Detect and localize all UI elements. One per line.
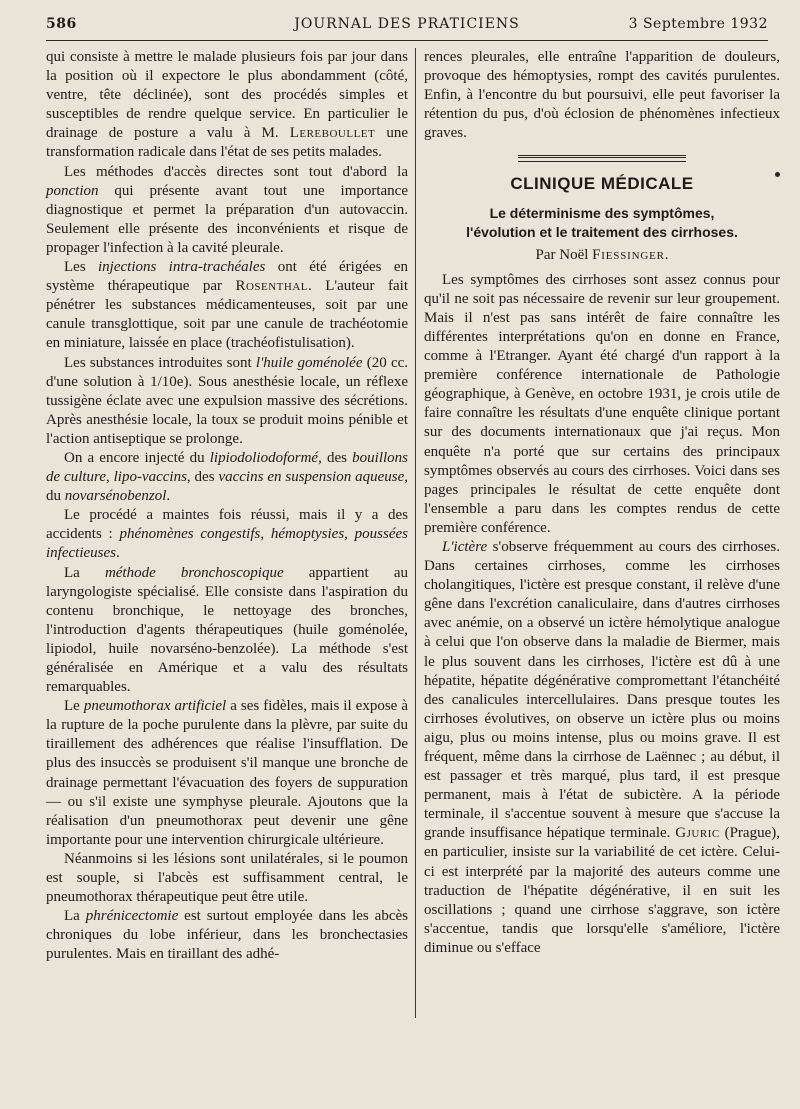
header-rule — [46, 40, 768, 41]
byline: Par Noël Fiessinger. — [535, 246, 669, 263]
paragraph: Les injections intra-trachéales ont été érigées en système thérapeutique par Rosenthal. L'auteur fait pénétrer les substances médicamenteuses, soit par une canule transglottique, soit par une canule de trachéotomie en miniature, laissée en place (trachéofistulisation). — [46, 259, 408, 352]
author-name: Fiessinger — [592, 246, 665, 263]
page-number: 586 — [46, 16, 77, 32]
print-mark — [775, 172, 780, 177]
left-column — [46, 48, 408, 965]
paragraph: Le procédé a maintes fois réussi, mais il y a des accidents : phénomènes congestifs, hémoptysies, poussées infectieuses. — [46, 507, 408, 562]
paragraph: Le pneumothorax artificiel a ses fidèles, mais il expose à la rupture de la poche purulente dans la plèvre, par suite du tiraillement des adhérences que réalise l'insufflation. De plus des insuccès se produisent s'il manque une bronche de drainage permettant l'évacuation des foyers de suppuration — ou s'il existe une symphyse pleurale. Ajoutons que la réalisation d'un pneumothorax peut devenir une gêne importante pour une intervention chirurgicale ultérieure. — [46, 698, 408, 848]
journal-title: JOURNAL DES PRATICIENS — [294, 16, 520, 32]
paragraph: On a encore injecté du lipiodoliodoformé, des bouillons de culture, lipo-vaccins, des vaccins en suspension aqueuse, du novarsénobenzol. — [46, 449, 409, 505]
author-name: Lereboullet — [289, 125, 376, 142]
paragraph: La phrénicectomie est surtout employée dans les abcès chroniques du lobe inférieur, dans les bronchectasies purulentes. Mais en tiraillant des adhé- — [46, 908, 408, 963]
section-heading: CLINIQUE MÉDICALE — [510, 174, 694, 194]
article-title: Le déterminisme des symptômes, l'évolution et le traitement des cirrhoses. — [466, 204, 738, 240]
section-rule — [518, 155, 686, 162]
paragraph: La méthode bronchoscopique appartient au laryngologiste spécialisé. Elle consiste dans l'aspiration du contenu bronchique, le nettoyage des bronches, l'introduction d'agents thérapeutiques (huile goménolée, lipiodol, huile novarséno-benzolée). La méthode s'est généralisée en Amérique et a valu des résultats remarquables. — [46, 564, 408, 696]
paragraph: Néanmoins si les lésions sont unilatérales, si le poumon est souple, si l'abcès est suffisamment central, le pneumothorax thérapeutique peut être utile. — [46, 850, 408, 906]
right-column — [424, 48, 780, 958]
paragraph: L'ictère s'observe fréquemment au cours des cirrhoses. Dans certaines cirrhoses, comme les cirrhoses cholangitiques, l'ictère est presque constant, il relève d'une gêne dans l'excrétion canaliculaire, dans d'autres cirrhoses avec anémie, on a observé un ictère hémolytique analogue à celui que l'on observe dans la maladie de Biermer, mais le plus souvent dans les cirrhoses, l'ictère est dû à une hépatite, hépatite dégénérative compromettant l'étanchéité des canalicules intercellulaires. Dans presque toutes les cirrhoses évolutives, on observe un ictère plus ou moins aigu, plus ou moins intense, plus ou moins grave. Il est fréquent, même dans la cirrhose de Laënnec ; au début, il est passager et très marqué, plus tard, il est presque permanent, mais à l'état de subictère. A la période terminale, il s'accentue souvent à mesure que s'accuse la grande insuffisance hépatique terminale. Gjuric (Prague), en particulier, insiste sur la variabilité de cet ictère. Celui-ci est interprété par la majorité des auteurs comme une traduction de l'hépatite dégénérative, il en suit les oscillations ; quand une cirrhose s'aggrave, son ictère s'accentue, tandis que lorsqu'elle s'améliore, l'ictère diminue ou s'efface — [424, 538, 780, 956]
paragraph: Les symptômes des cirrhoses sont assez connus pour qu'il ne soit pas nécessaire de revenir sur leur groupement. Mais il n'est pas sans intérêt de faire connaître les différentes interprétations qu'on en donne en France, comme à l'Etranger. Ayant été chargé d'un rapport à la première conférence internationale de Pathologie géographique, à Genève, en octobre 1931, je crois utile de faire connaître les résultats d'une enquête clinique portant sur des documents internationaux que j'ai reçus. Mon enquête n'a porté que sur certains des principaux symptômes observés au cours des cirrhoses. Voici dans ses pages principales le résultat de cette enquête dont l'ensemble a paru dans les comptes rendus de cette première conférence. — [424, 271, 780, 536]
paragraph: Les méthodes d'accès directes sont tout d'abord la ponction qui présente avant tout une importance diagnostique et permet la préparation d'un autovaccin. Seulement elle présente des inconvénients et risque de propager l'infection à la cavité pleurale. — [46, 163, 408, 256]
paragraph: rences pleurales, elle entraîne l'apparition de douleurs, provoque des hémoptysies, rompt des cavités purulentes. Enfin, à l'encontre du but poursuivi, elle peut favoriser la rétention du pus, d'où éclosion de phénomènes infectieux graves. — [424, 49, 780, 142]
paragraph: qui consiste à mettre le malade plusieurs fois par jour dans la position où il expectore le plus abondamment (côté, ventre, tête déclinée), sont des procédés simples et susceptibles de rendre quelque service. En particulier le drainage de posture a valu à M. Lereboullet une transformation radicale dans l'état de ses petits malades. — [46, 49, 408, 161]
issue-date: 3 Septembre 1932 — [628, 16, 768, 32]
paragraph: Les substances introduites sont l'huile goménolée (20 cc. d'une solution à 1/10e). Sous anesthésie locale, un réflexe tussigène éclate avec une expulsion massive des sécrétions. Après anesthésie locale, la toux se produit moins pénible et l'action antiseptique se prolonge. — [46, 354, 409, 447]
column-divider — [415, 48, 416, 1018]
author-name: Rosenthal — [235, 278, 309, 295]
running-header — [46, 14, 768, 36]
author-name: Gjuric — [675, 825, 720, 842]
